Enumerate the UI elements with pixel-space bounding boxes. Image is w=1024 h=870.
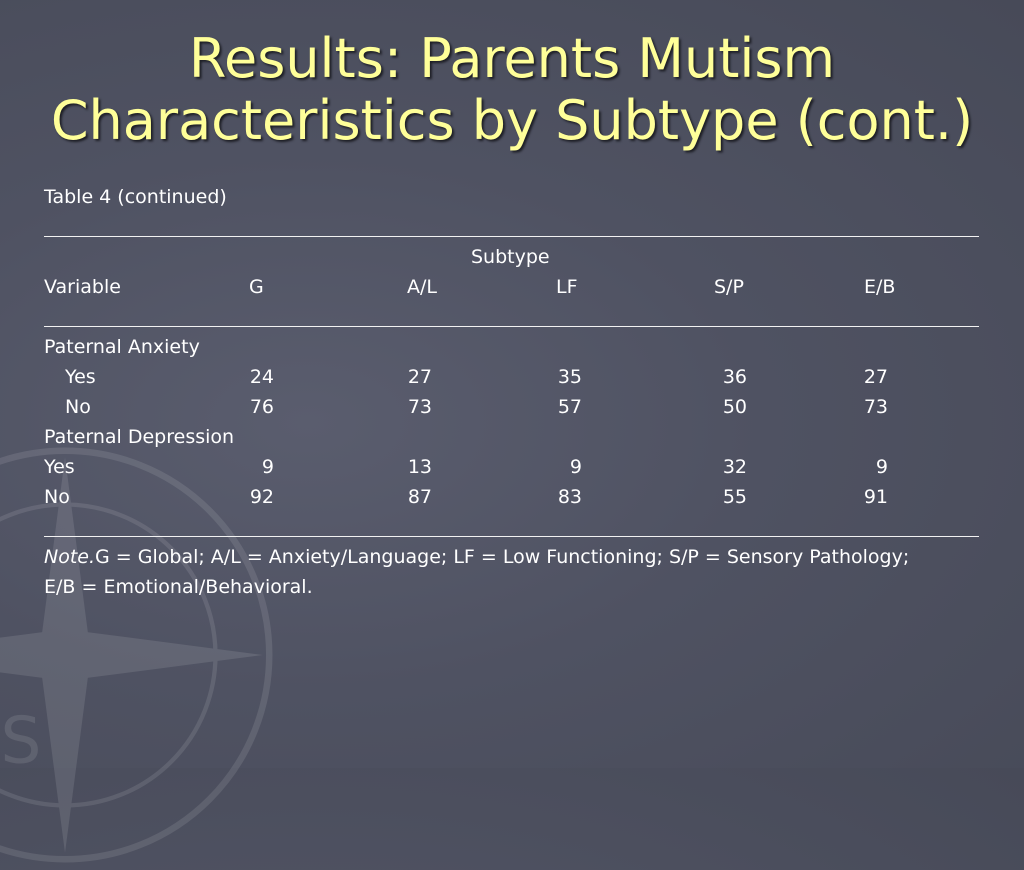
header-col-sp: S/P xyxy=(714,276,744,298)
table-cell: 27 xyxy=(863,366,888,388)
table-header-rule xyxy=(44,326,979,327)
note-prefix: Note. xyxy=(44,546,96,568)
table-cell: 24 xyxy=(249,366,274,388)
row-label: Yes xyxy=(65,366,96,388)
table-cell: 92 xyxy=(249,486,274,508)
header-col-al: A/L xyxy=(407,276,437,298)
compass-watermark-icon xyxy=(0,440,280,870)
header-variable: Variable xyxy=(44,276,121,298)
table-cell: 32 xyxy=(722,456,747,478)
table-cell: 9 xyxy=(569,456,582,478)
table-cell: 9 xyxy=(875,456,888,478)
table-cell: 50 xyxy=(722,396,747,418)
slide-title xyxy=(0,28,1024,152)
header-col-g: G xyxy=(249,276,264,298)
table-cell: 57 xyxy=(557,396,582,418)
table-cell: 55 xyxy=(722,486,747,508)
table-cell: 27 xyxy=(407,366,432,388)
table-cell: 9 xyxy=(261,456,274,478)
table-cell: 13 xyxy=(407,456,432,478)
table-cell: 36 xyxy=(722,366,747,388)
table-cell: 35 xyxy=(557,366,582,388)
table-cell: 87 xyxy=(407,486,432,508)
table-cell: 73 xyxy=(863,396,888,418)
table-bottom-rule xyxy=(44,536,979,537)
table-cell: 76 xyxy=(249,396,274,418)
row-label: No xyxy=(65,396,91,418)
row-label: Yes xyxy=(44,456,75,478)
section-label-paternal-anxiety: Paternal Anxiety xyxy=(44,336,200,358)
header-col-eb: E/B xyxy=(864,276,896,298)
header-col-lf: LF xyxy=(556,276,578,298)
table-note xyxy=(44,542,909,572)
svg-text:S: S xyxy=(0,703,42,779)
section-label-paternal-depression: Paternal Depression xyxy=(44,426,235,448)
slide-title-line-2: Characteristics by Subtype (cont.) xyxy=(50,89,974,152)
table-cell: 91 xyxy=(863,486,888,508)
table-note-line-2: E/B = Emotional/Behavioral. xyxy=(44,576,313,598)
note-text: G = Global; A/L = Anxiety/Language; LF = Low Functioning; S/P = Sensory Pathology; xyxy=(95,546,910,568)
subtype-group-header: Subtype xyxy=(471,246,550,268)
table-top-rule xyxy=(44,236,979,237)
table-caption: Table 4 (continued) xyxy=(44,186,227,208)
table-cell: 83 xyxy=(557,486,582,508)
table-cell: 73 xyxy=(407,396,432,418)
slide-title-line-1: Results: Parents Mutism xyxy=(188,27,836,90)
row-label: No xyxy=(44,486,70,508)
